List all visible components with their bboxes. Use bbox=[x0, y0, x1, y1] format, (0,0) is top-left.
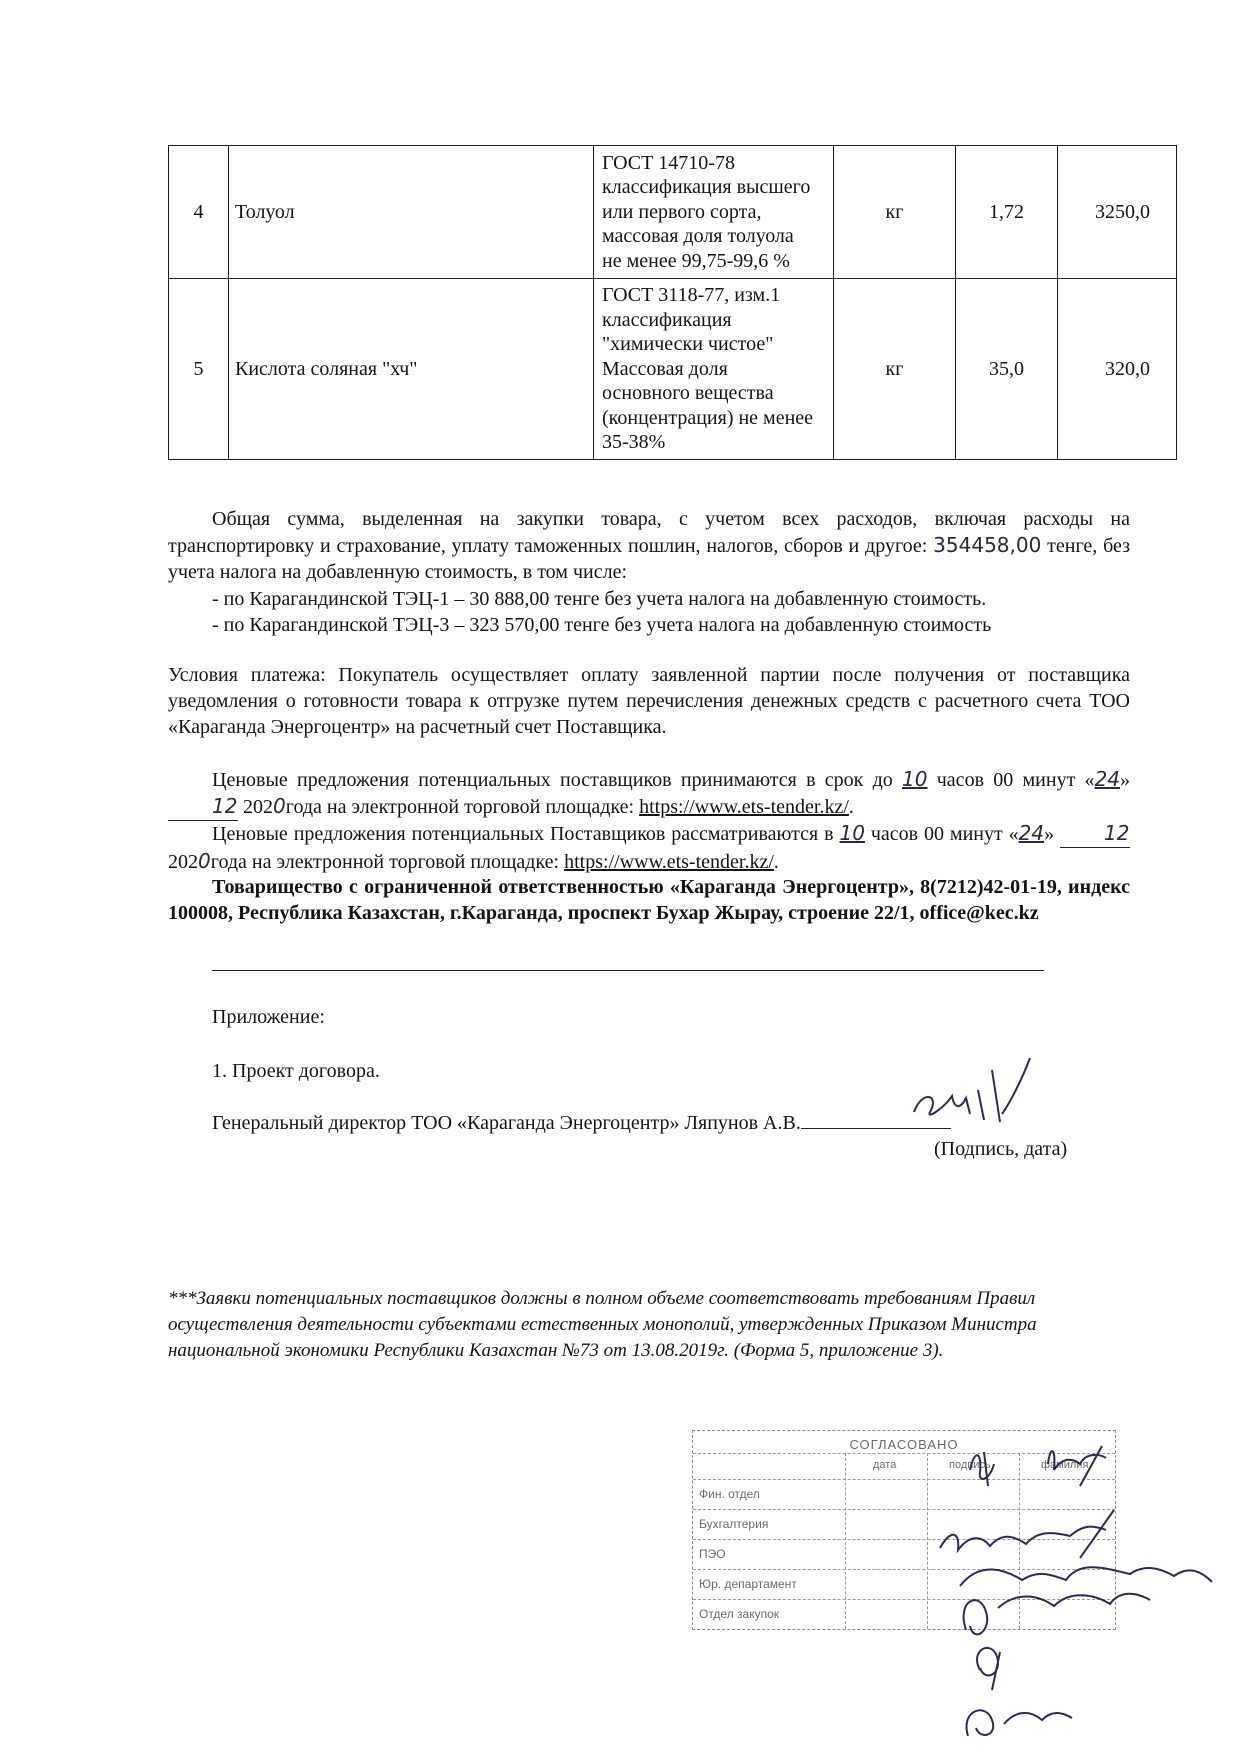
stamp-row-label: Юр. департамент bbox=[699, 1577, 797, 1591]
stamp-row-label: Бухгалтерия bbox=[699, 1517, 769, 1531]
offers-review-month: 12 bbox=[1104, 821, 1130, 845]
cell-price: 320,0 bbox=[1058, 279, 1177, 460]
offers-accept-time-text: часов 00 минут « bbox=[936, 769, 1095, 791]
offers-review-link[interactable]: https://www.ets-tender.kz/ bbox=[564, 851, 774, 873]
appendix-title: Приложение: bbox=[212, 1006, 325, 1028]
offers-review-month-blank bbox=[1060, 820, 1130, 848]
cell-num: 4 bbox=[169, 146, 229, 279]
spec-line: 35-38% bbox=[602, 431, 666, 454]
spec-line: основного вещества bbox=[602, 382, 774, 405]
spec-line: ГОСТ 3118-77, изм.1 bbox=[602, 284, 781, 307]
spec-line: или первого сорта, bbox=[602, 200, 762, 223]
spec-line: "химически чистое" bbox=[602, 333, 774, 356]
offers-review-year-digit: 0 bbox=[198, 849, 211, 873]
footnote: ***Заявки потенциальных поставщиков должны в полном объеме соответствовать требованиям Правил осуществления деятельности субъектами естественных монополий, утвержденных Приказом Министра национальной экономики Республики Казахстан №73 от 13.08.2019г. (Форма 5, приложение 3). bbox=[168, 1288, 1037, 1361]
total-text: Общая сумма, выделенная на закупки товара, с учетом всех расходов, включая расходы на транспортировку и страхование, уплату таможенных пошлин, налогов, сборов и другое: bbox=[168, 508, 1130, 557]
spec-line: ГОСТ 14710-78 bbox=[602, 151, 735, 174]
offers-review-day: 24 bbox=[1018, 821, 1045, 845]
offers-review-platform-text: года на электронной торговой площадке: bbox=[210, 851, 560, 873]
stamp-title: СОГЛАСОВАНО bbox=[849, 1437, 959, 1452]
offers-review-hour: 10 bbox=[839, 821, 865, 845]
offers-review-end: . bbox=[773, 851, 779, 873]
offers-accept-month: 12 bbox=[212, 794, 238, 818]
signature-caption: (Подпись, дата) bbox=[934, 1138, 1068, 1160]
offers-review-time-text: часов 00 минут « bbox=[870, 823, 1019, 845]
director-signature bbox=[900, 1050, 1040, 1140]
signatory-text: Генеральный директор ТОО «Караганда Энергоцентр» Ляпунов А.В. bbox=[212, 1112, 801, 1134]
spec-line: (концентрация) не менее bbox=[602, 406, 814, 429]
stamp-row-label: ПЭО bbox=[699, 1547, 726, 1561]
spec-line: не менее 99,75-99,6 % bbox=[602, 249, 790, 272]
spec-line: массовая доля толуола bbox=[602, 225, 794, 248]
spec-line: Массовая доля bbox=[602, 357, 728, 380]
offers-accept-day: 24 bbox=[1094, 767, 1121, 791]
offers-accept-year-digit: 0 bbox=[273, 794, 286, 818]
cell-unit: кг bbox=[834, 279, 956, 460]
offers-review-paragraph bbox=[168, 820, 1130, 875]
cell-unit: кг bbox=[834, 146, 956, 279]
cell-qty: 1,72 bbox=[956, 146, 1058, 279]
company-details: Товарищество с ограниченной ответственностью «Караганда Энергоцентр», 8(7212)42-01-19, индекс 100008, Республика Казахстан, г.Караганда, проспект Бухар Жырау, строение 22/1, office@kec.kz bbox=[168, 876, 1130, 924]
total-line-tec3: - по Карагандинской ТЭЦ-3 – 323 570,00 тенге без учета налога на добавленную стоимость bbox=[212, 614, 992, 636]
horizontal-rule bbox=[212, 970, 1044, 971]
approval-signatures bbox=[930, 1440, 1220, 1740]
offers-review-quote: » bbox=[1044, 823, 1055, 845]
cell-spec bbox=[594, 279, 834, 460]
offers-accept-link[interactable]: https://www.ets-tender.kz/ bbox=[639, 796, 849, 818]
stamp-col-sign: подпись bbox=[949, 1459, 991, 1471]
offers-accept-text: Ценовые предложения потенциальных поставщиков принимаются в срок до bbox=[212, 769, 893, 791]
offers-review-year: 202 bbox=[168, 851, 198, 873]
offers-accept-month-blank bbox=[168, 793, 238, 821]
stamp-row-label: Отдел закупок bbox=[699, 1607, 780, 1621]
appendix-item: 1. Проект договора. bbox=[212, 1060, 380, 1082]
table-row bbox=[169, 279, 1177, 460]
cell-name: Толуол bbox=[229, 146, 594, 279]
cell-name: Кислота соляная "хч" bbox=[229, 279, 594, 460]
table-row bbox=[169, 146, 1177, 279]
goods-table-body bbox=[169, 146, 1177, 460]
offers-accept-paragraph bbox=[168, 766, 1130, 821]
spec-line: классификация bbox=[602, 308, 732, 331]
offers-accept-hour: 10 bbox=[902, 767, 928, 791]
offers-accept-quote: » bbox=[1120, 769, 1131, 791]
goods-table bbox=[168, 145, 1177, 460]
payment-terms: Условия платежа: Покупатель осуществляет оплату заявленной партии после получения от поставщика уведомления о готовности товара к отгрузке путем перечисления денежных средств с расчетного счета ТОО «Караганда Энергоцентр» на расчетный счет Поставщика. bbox=[168, 664, 1130, 738]
total-line-tec1: - по Карагандинской ТЭЦ-1 – 30 888,00 тенге без учета налога на добавленную стоимость. bbox=[212, 588, 987, 610]
total-text-vat: тенге, без учета налога на добавленную стоимость, в том числе: bbox=[168, 535, 1131, 583]
cell-spec bbox=[594, 146, 834, 279]
offers-accept-end: . bbox=[848, 796, 854, 818]
cell-num: 5 bbox=[169, 279, 229, 460]
stamp-col-name: фамилия bbox=[1041, 1459, 1089, 1471]
total-paragraph bbox=[168, 506, 1130, 585]
offers-review-text: Ценовые предложения потенциальных Поставщиков рассматриваются в bbox=[212, 823, 834, 845]
offers-accept-year: 202 bbox=[243, 796, 273, 818]
spec-line: классификация высшего bbox=[602, 176, 811, 199]
cell-price: 3250,0 bbox=[1058, 146, 1177, 279]
cell-qty: 35,0 bbox=[956, 279, 1058, 460]
offers-accept-platform-text: года на электронной торговой площадке: bbox=[285, 796, 635, 818]
stamp-col-date: дата bbox=[873, 1459, 897, 1471]
total-amount: 354458,00 bbox=[933, 533, 1042, 557]
stamp-row-label: Фин. отдел bbox=[699, 1487, 760, 1501]
